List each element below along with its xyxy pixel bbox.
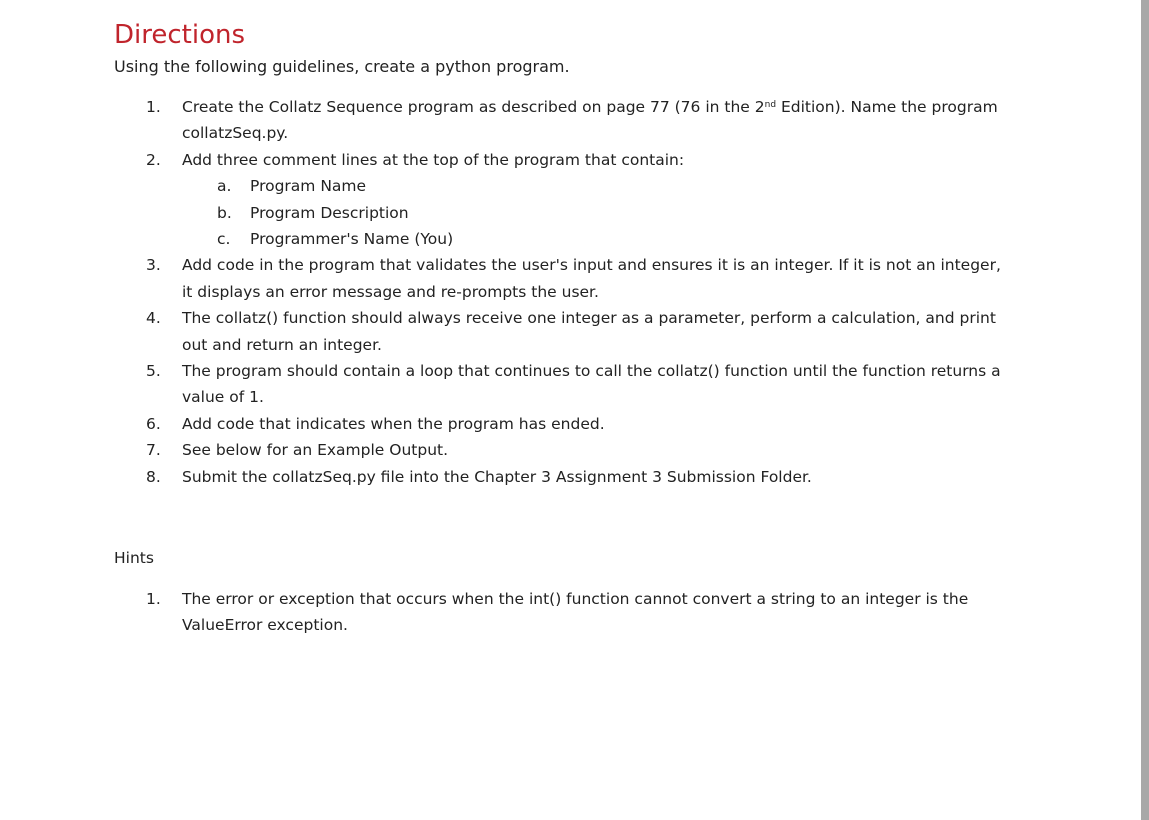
item-number: 3. [146,256,161,275]
sub-item-text: Program Description [250,203,409,222]
directions-item-8 [146,464,1006,490]
item-text: See below for an Example Output. [182,441,449,460]
item-text [182,98,998,142]
item-text: The error or exception that occurs when the int() function cannot convert a string to an integer is the ValueError exception. [182,590,969,635]
item-text-part: Create the Collatz Sequence program as described on page 77 (76 in the 2 [182,98,765,116]
sub-item-letter: b. [217,203,232,222]
directions-item-3 [146,252,1006,305]
item-number: 6. [146,414,161,433]
comment-lines-list [182,173,1006,252]
item-number: 1. [146,590,161,608]
intro-paragraph: Using the following guidelines, create a python program. [114,57,570,76]
directions-item-6 [146,411,1006,437]
item-text: Add code in the program that validates the user's input and ensures it is an integer. If it is not an integer, it displays an error message and re-prompts the user. [182,256,1001,301]
ordinal-suffix: nd [764,100,777,110]
hints-list [146,586,1006,639]
page-edge-scrollbar [1141,0,1149,820]
item-text: The program should contain a loop that continues to call the collatz() function until the function returns a value of 1. [182,362,1001,407]
item-text: Add code that indicates when the program has ended. [182,414,605,433]
sub-item-text: Program Name [250,177,367,196]
item-number: 1. [146,98,161,116]
sub-item-text: Programmer's Name (You) [250,230,454,249]
item-number: 7. [146,441,161,460]
sub-item-letter: c. [217,230,231,249]
item-number: 4. [146,309,161,328]
directions-item-2 [146,147,1006,253]
item-text: The collatz() function should always receive one integer as a parameter, perform a calculation, and print out and return an integer. [182,309,996,354]
item-number: 8. [146,467,161,486]
item-text: Submit the collatzSeq.py file into the Chapter 3 Assignment 3 Submission Folder. [182,467,812,486]
hints-item-1 [146,586,1006,639]
sub-item-letter: a. [217,177,232,196]
directions-item-1 [146,94,1006,147]
directions-item-5 [146,358,1006,411]
item-number: 2. [146,150,161,169]
directions-heading: Directions [114,20,246,50]
item-text: Add three comment lines at the top of the program that contain: [182,150,685,169]
directions-item-7 [146,437,1006,463]
item-number: 5. [146,362,161,381]
sub-item-programmer-name [182,226,1006,252]
item-text-part: Edition). Name the program collatzSeq.py. [182,98,998,143]
sub-item-program-description [182,200,1006,226]
directions-item-4 [146,305,1006,358]
sub-item-program-name [182,173,1006,199]
directions-list [146,94,1006,490]
hints-heading: Hints [114,549,154,567]
